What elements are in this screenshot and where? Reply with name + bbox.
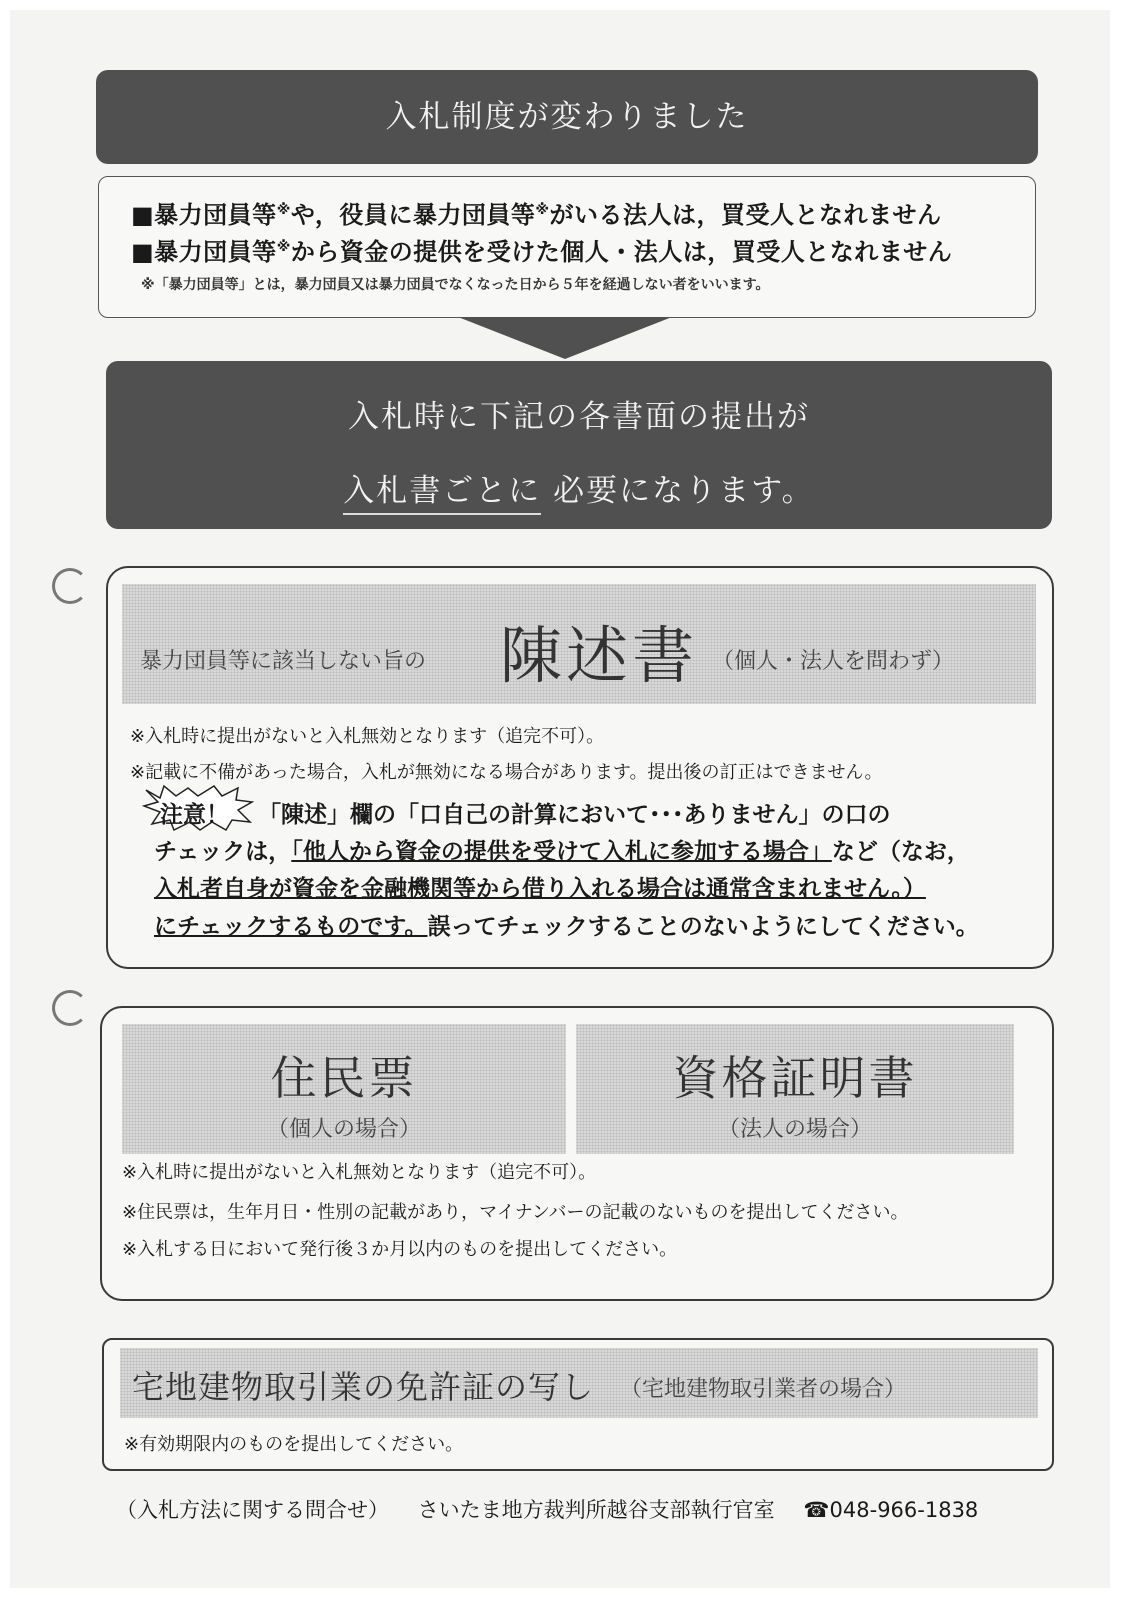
text: 「他人から資金の提供を受けて入札に参加する場合」: [291, 839, 832, 865]
statement-title: 陳述書: [500, 619, 699, 692]
statement-pre: 暴力団員等に該当しない旨の: [140, 649, 427, 674]
certificate-note-2: ※住民票は，生年月日・性別の記載があり，マイナンバーの記載のないものを提出してください。: [122, 1202, 909, 1223]
statement-note-1: ※入札時に提出がないと入札無効となります（追完不可）。: [130, 726, 605, 747]
statement-section: [106, 566, 1054, 969]
eligibility-note: ※「暴力団員等」とは，暴力団員又は暴力団員でなくなった日から５年を経過しない者をいいます。: [141, 277, 770, 293]
eligibility-line-1: [131, 195, 941, 230]
statement-header: [122, 584, 1036, 704]
qualification-title: 資格証明書: [672, 1051, 918, 1105]
caution-line-4: [154, 908, 979, 941]
text: チェックは，: [154, 839, 292, 865]
caution-line-3: 入札者自身が資金を金融機関等から借り入れる場合は通常含まれません。）: [154, 876, 926, 902]
heading-banner: [96, 70, 1038, 164]
license-section: [102, 1338, 1054, 1471]
license-sub: （宅地建物取引業者の場合）: [620, 1377, 907, 1402]
license-title: 宅地建物取引業の免許証の写し: [132, 1368, 595, 1406]
qualification-panel: [576, 1024, 1014, 1154]
contact-phone: ☎048-966-1838: [803, 1498, 979, 1522]
footnote-mark: ※: [276, 239, 291, 255]
text: ■暴力団員等: [131, 238, 277, 266]
license-header: [120, 1348, 1038, 1418]
certificate-note-1: ※入札時に提出がないと入札無効となります（追完不可）。: [122, 1162, 597, 1183]
heading-text: 入札制度が変わりました: [385, 99, 749, 135]
footnote-mark: ※: [535, 202, 550, 218]
text: がいる法人は，買受人となれません: [549, 201, 942, 229]
resident-card-sub: （個人の場合）: [266, 1117, 421, 1142]
punch-hole-icon: [52, 990, 88, 1026]
caution-label: 注意！: [160, 802, 229, 828]
text: 必要になります。: [553, 473, 815, 509]
requirement-banner: [106, 361, 1052, 529]
text: ■暴力団員等: [131, 201, 277, 229]
statement-note-2: ※記載に不備があった場合，入札が無効になる場合があります。提出後の訂正はできません。: [130, 762, 883, 783]
contact-label: （入札方法に関する問合せ）: [116, 1498, 389, 1522]
requirement-line-1: 入札時に下記の各書面の提出が: [348, 399, 810, 435]
contact-office: さいたま地方裁判所越谷支部執行官室: [417, 1498, 775, 1522]
text: から資金の提供を受けた個人・法人は，買受人となれません: [290, 238, 953, 266]
down-arrow-icon: [458, 317, 672, 359]
punch-hole-icon: [52, 568, 88, 604]
contact-footer: [116, 1494, 1000, 1524]
resident-card-title: 住民票: [270, 1051, 418, 1105]
eligibility-box: [98, 176, 1036, 318]
text: など（なお，: [831, 839, 970, 865]
resident-card-panel: [122, 1024, 566, 1154]
text: にチェックするものです。: [154, 914, 428, 940]
requirement-line-2: [106, 465, 1052, 510]
certificate-section: [100, 1006, 1054, 1301]
caution-line-1: 「陳述」欄の「口自己の計算において･･･ありません」の口の: [258, 802, 891, 828]
certificate-note-3: ※入札する日において発行後３か月以内のものを提出してください。: [122, 1239, 678, 1260]
caution-line-2: [154, 833, 970, 866]
text: 誤ってチェックすることのないようにしてください。: [427, 914, 979, 940]
eligibility-line-2: [131, 232, 952, 267]
footnote-mark: ※: [276, 202, 291, 218]
statement-post: （個人・法人を問わず）: [712, 649, 955, 674]
license-note: ※有効期限内のものを提出してください。: [124, 1434, 464, 1455]
qualification-sub: （法人の場合）: [717, 1117, 872, 1142]
text: 入札書ごとに: [343, 473, 541, 515]
text: や，役員に暴力団員等: [290, 201, 536, 229]
